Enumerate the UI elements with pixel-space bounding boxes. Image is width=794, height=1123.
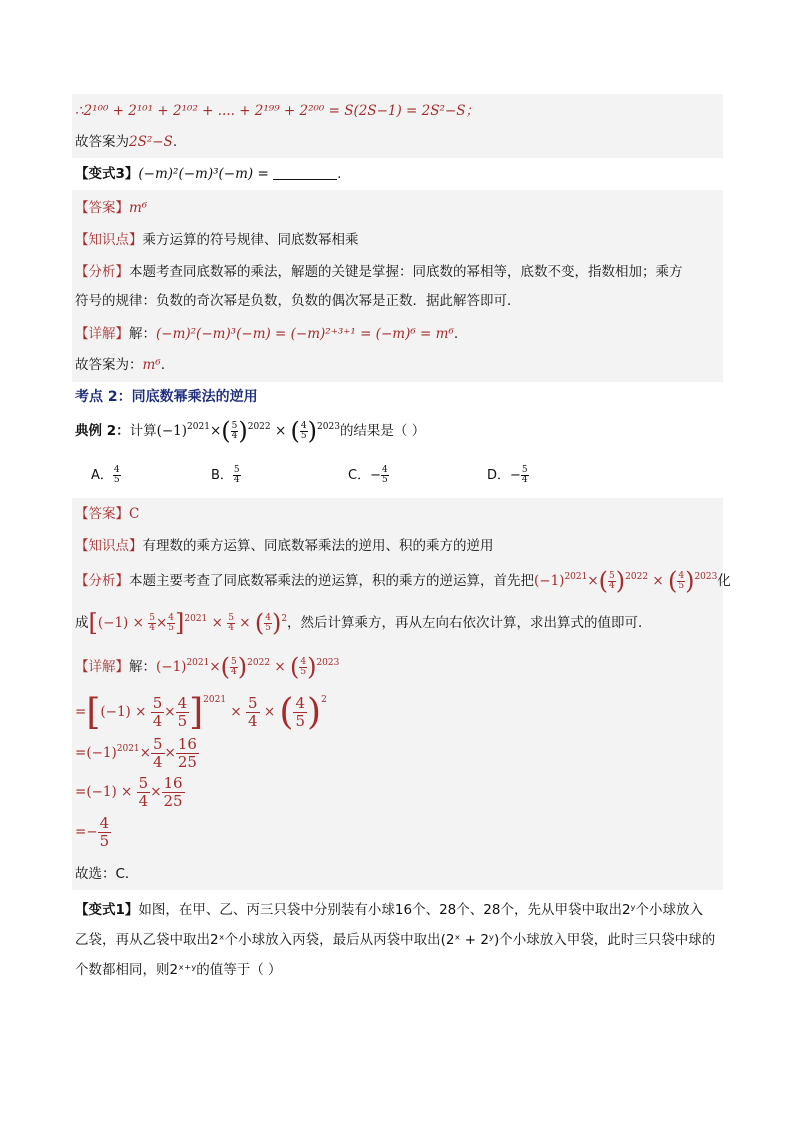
times-sign: × [587, 573, 599, 589]
variant3-knowledge [75, 229, 359, 251]
exp-2022: 2022 [625, 572, 649, 582]
times-sign: × [209, 423, 222, 439]
times-sign: × [263, 704, 276, 720]
variant1-text-1: 如图，在甲、乙、丙三只袋中分别装有小球16个、28个、28个，先从甲袋中取出2ʸ个小球放入 [138, 902, 704, 918]
example2-prompt: 计算 [129, 423, 157, 439]
variant3-question-end: . [337, 166, 342, 182]
paren-left: ( [220, 653, 231, 681]
times-sign: × [230, 704, 242, 720]
times-sign: × [121, 784, 133, 800]
base-neg-one: (−1) [86, 784, 117, 800]
variant3-tag: 【变式3】 [75, 166, 139, 182]
times-sign: × [132, 615, 144, 631]
fraction-5-4 [608, 572, 616, 591]
paren-left: ( [279, 691, 294, 733]
frac-den: 4 [231, 430, 238, 441]
paren-right: ) [685, 567, 695, 595]
answer-suffix: . [172, 134, 178, 150]
frac-den: 4 [247, 712, 258, 730]
fraction-4-5 [98, 815, 112, 850]
times-sign: × [150, 784, 162, 800]
detail-math: (−m)²(−m)³(−m) = (−m)²⁺³⁺¹ = (−m)⁶ = m⁶ [156, 326, 454, 342]
bracket-right: ] [189, 691, 204, 733]
base-neg-one: (−1) [86, 745, 117, 761]
times-sign: × [211, 615, 223, 631]
exp-2021: 2021 [186, 658, 210, 668]
times-sign: × [274, 423, 287, 439]
detail-end: . [453, 326, 459, 342]
times-sign: × [164, 745, 176, 761]
fraction-4-5 [293, 695, 307, 730]
paren-left: ( [290, 417, 300, 445]
variant3-analysis-2: 符号的规律：负数的奇次幂是负数，负数的偶次幂是正数．据此解答即可． [75, 293, 521, 309]
analysis-text-1: 本题考查同底数幂的乘法，解题的关键是掌握：同底数的幂相等，底数不变，指数相加；乘方 [129, 264, 683, 280]
fraction-5-4 [151, 736, 165, 771]
frac-den: 4 [152, 753, 163, 771]
option-fraction [521, 466, 529, 485]
fraction-5-4 [231, 422, 239, 441]
detail-label: 【详解】 [75, 326, 129, 342]
times-sign: × [239, 615, 251, 631]
example2-conclusion: 故选：C． [75, 866, 139, 882]
detail-step-4 [75, 815, 111, 850]
fraction-16-25 [176, 736, 199, 771]
frac-num: 4 [99, 814, 110, 832]
times-sign: × [274, 659, 286, 675]
option-c[interactable] [348, 464, 389, 485]
paren-left: ( [221, 417, 231, 445]
frac-num: 5 [138, 774, 149, 792]
frac-num: 16 [177, 735, 197, 753]
detail-prefix: 解： [129, 659, 156, 675]
fraction-4-5 [264, 614, 272, 633]
frac-num: 4 [177, 694, 188, 712]
frac-den: 5 [265, 622, 271, 633]
fraction-4-5 [300, 422, 308, 441]
example2-answer [75, 503, 139, 525]
analysis-text-2-end: ，然后计算乘方，再从左向右依次计算，求出算式的值即可． [287, 615, 652, 631]
frac-den: 5 [168, 622, 174, 633]
conclusion-end: . [160, 357, 166, 373]
detail-step-3 [75, 775, 185, 810]
variant3-analysis-1 [75, 261, 683, 283]
fraction-4-5 [299, 658, 307, 677]
frac-den: 5 [678, 580, 685, 591]
frac-num: 5 [521, 465, 528, 475]
variant3-conclusion [75, 354, 165, 376]
fraction-5-4 [246, 695, 260, 730]
analysis-label: 【分析】 [75, 573, 129, 589]
example2-knowledge [75, 535, 494, 557]
equals-sign: = [75, 704, 87, 720]
frac-num: 5 [609, 570, 615, 581]
paren-right: ) [615, 567, 626, 595]
frac-num: 4 [381, 465, 388, 475]
knowledge-label: 【知识点】 [75, 232, 143, 248]
fraction-5-4 [230, 658, 238, 677]
detail-step-2 [75, 736, 199, 771]
frac-den: 25 [177, 753, 197, 771]
option-letter: C． [348, 468, 371, 483]
example2-detail-head [75, 653, 340, 681]
frac-num: 4 [295, 694, 306, 712]
variant3-question [75, 163, 341, 185]
paren-right: ) [271, 609, 282, 637]
paren-right: ) [307, 653, 317, 681]
frac-num: 4 [265, 612, 271, 623]
fraction-5-4 [151, 695, 165, 730]
exp-2022: 2022 [247, 422, 271, 432]
base-neg-one: (−1) [156, 423, 188, 439]
base-neg-one: (−1) [97, 615, 129, 631]
base-neg-one: (−1) [156, 659, 187, 675]
variant3-question-math: (−m)²(−m)³(−m) = [138, 166, 269, 182]
knowledge-text: 有理数的乘方运算、同底数幂乘法的逆用、积的乘方的逆用 [142, 538, 494, 554]
example2-analysis-1 [75, 567, 731, 595]
answer-blank [273, 179, 337, 180]
fraction-5-4 [227, 614, 235, 633]
example2-answer-letter: C [129, 506, 140, 522]
exp-two: 2 [321, 695, 327, 705]
example2-analysis-2 [75, 609, 652, 637]
variant1-tag: 【变式1】 [75, 902, 139, 918]
frac-num: 5 [247, 694, 258, 712]
frac-den: 4 [233, 475, 240, 485]
frac-num: 4 [678, 570, 685, 581]
detail-label: 【详解】 [75, 659, 129, 675]
minus-sign: − [86, 824, 98, 840]
option-b[interactable] [211, 464, 241, 485]
times-sign: × [652, 573, 664, 589]
answer-math: 2S²−S [129, 134, 173, 150]
top-answer-line [75, 131, 177, 153]
analysis-label: 【分析】 [75, 264, 129, 280]
detail-prefix: 解： [129, 326, 156, 342]
frac-den: 4 [149, 622, 155, 633]
section-heading: 考点 2：同底数幂乘法的逆用 [75, 389, 258, 405]
frac-den: 5 [295, 712, 306, 730]
exp-two: 2 [281, 614, 288, 624]
frac-den: 4 [521, 475, 528, 485]
frac-den: 5 [381, 475, 388, 485]
example2-question [75, 417, 426, 445]
conclusion-prefix: 故答案为： [75, 357, 143, 373]
example2-tag: 典例 2： [75, 423, 130, 439]
times-sign: × [139, 745, 151, 761]
conclusion-math: m⁶ [142, 357, 161, 373]
exp-2021: 2021 [203, 695, 227, 705]
frac-den: 4 [152, 712, 163, 730]
fraction-5-4 [137, 775, 151, 810]
knowledge-text: 乘方运算的符号规律、同底数幂相乘 [142, 232, 359, 248]
option-sign: − [510, 468, 521, 483]
times-sign: × [209, 659, 221, 675]
frac-den: 4 [609, 580, 615, 591]
option-fraction [113, 466, 121, 485]
frac-num: 4 [168, 612, 174, 623]
paren-left: ( [289, 653, 300, 681]
paren-left: ( [254, 609, 265, 637]
frac-den: 5 [300, 430, 307, 441]
paren-right: ) [307, 691, 322, 733]
frac-den: 5 [113, 475, 120, 485]
paren-left: ( [598, 567, 609, 595]
fraction-5-4 [148, 614, 156, 633]
detail-step-1 [75, 693, 327, 732]
option-sign: − [370, 468, 381, 483]
exp-2021: 2021 [564, 572, 588, 582]
example2-suffix: 的结果是（ ） [339, 423, 426, 439]
fraction-4-5 [176, 695, 190, 730]
answer-label: 【答案】 [75, 506, 129, 522]
exp-2023: 2023 [694, 572, 718, 582]
exp-2021: 2021 [187, 422, 210, 432]
exp-2023: 2023 [317, 422, 340, 432]
frac-den: 5 [300, 666, 307, 677]
bracket-right: ] [175, 609, 185, 637]
answer-label: 【答案】 [75, 200, 129, 216]
equals-sign: = [75, 745, 87, 761]
frac-num: 5 [152, 694, 163, 712]
option-letter: A． [91, 468, 113, 483]
frac-den: 4 [231, 666, 237, 677]
variant3-answer-math: m⁶ [129, 200, 148, 216]
answer-prefix: 故答案为 [75, 134, 129, 150]
variant3-answer [75, 197, 147, 219]
analysis-text-1: 本题主要考查了同底数幂乘法的逆运算，积的乘方的逆运算，首先把 [129, 573, 534, 589]
frac-num: 5 [152, 735, 163, 753]
bracket-left: [ [88, 609, 98, 637]
sum-identity-line: ∴2¹⁰⁰ + 2¹⁰¹ + 2¹⁰² + .... + 2¹⁹⁹ + 2²⁰⁰ = S(2S−1) = 2S²−S； [75, 103, 479, 119]
fraction-16-25 [162, 775, 185, 810]
bracket-left: [ [86, 691, 101, 733]
base-neg-one: (−1) [534, 573, 565, 589]
times-sign: × [164, 704, 176, 720]
frac-den: 4 [228, 622, 234, 633]
equals-sign: = [75, 824, 87, 840]
frac-num: 5 [233, 465, 240, 475]
option-letter: D． [487, 468, 511, 483]
option-fraction [381, 466, 389, 485]
knowledge-label: 【知识点】 [75, 538, 143, 554]
solution-shade-variant3 [72, 190, 723, 382]
frac-den: 5 [99, 832, 110, 850]
paren-right: ) [238, 417, 248, 445]
variant1-line-1 [75, 899, 703, 921]
exp-2022: 2022 [247, 658, 271, 668]
equals-sign: = [75, 784, 87, 800]
exp-2021: 2021 [116, 744, 140, 754]
frac-num: 4 [300, 420, 307, 431]
variant3-detail [75, 323, 458, 345]
option-d[interactable] [487, 464, 529, 485]
frac-num: 5 [231, 656, 237, 667]
fraction-4-5 [677, 572, 685, 591]
frac-num: 4 [113, 465, 120, 475]
frac-num: 5 [228, 612, 234, 623]
paren-left: ( [667, 567, 678, 595]
times-sign: × [155, 615, 168, 631]
exp-2023: 2023 [316, 658, 340, 668]
paren-right: ) [237, 653, 248, 681]
analysis-text-2-start: 成 [75, 615, 89, 631]
frac-den: 5 [177, 712, 188, 730]
frac-num: 4 [300, 656, 307, 667]
frac-num: 16 [163, 774, 183, 792]
option-letter: B． [211, 468, 233, 483]
frac-num: 5 [149, 612, 155, 623]
option-a[interactable] [91, 464, 121, 485]
frac-num: 5 [231, 420, 238, 431]
exp-2021: 2021 [184, 614, 208, 624]
analysis-text-1-end: 化 [717, 573, 731, 589]
fraction-4-5 [167, 614, 175, 633]
frac-den: 25 [163, 792, 183, 810]
variant1-line-2: 乙袋，再从乙袋中取出2ˣ个小球放入丙袋，最后从丙袋中取出(2ˣ + 2ʸ)个小球放入甲袋，此时三只袋中球的 [75, 932, 716, 948]
base-neg-one: (−1) [100, 704, 131, 720]
times-sign: × [135, 704, 147, 720]
paren-right: ) [307, 417, 318, 445]
frac-den: 4 [138, 792, 149, 810]
variant1-line-3: 个数都相同，则2ˣ⁺ʸ的值等于（ ） [75, 962, 282, 978]
option-fraction [233, 466, 241, 485]
